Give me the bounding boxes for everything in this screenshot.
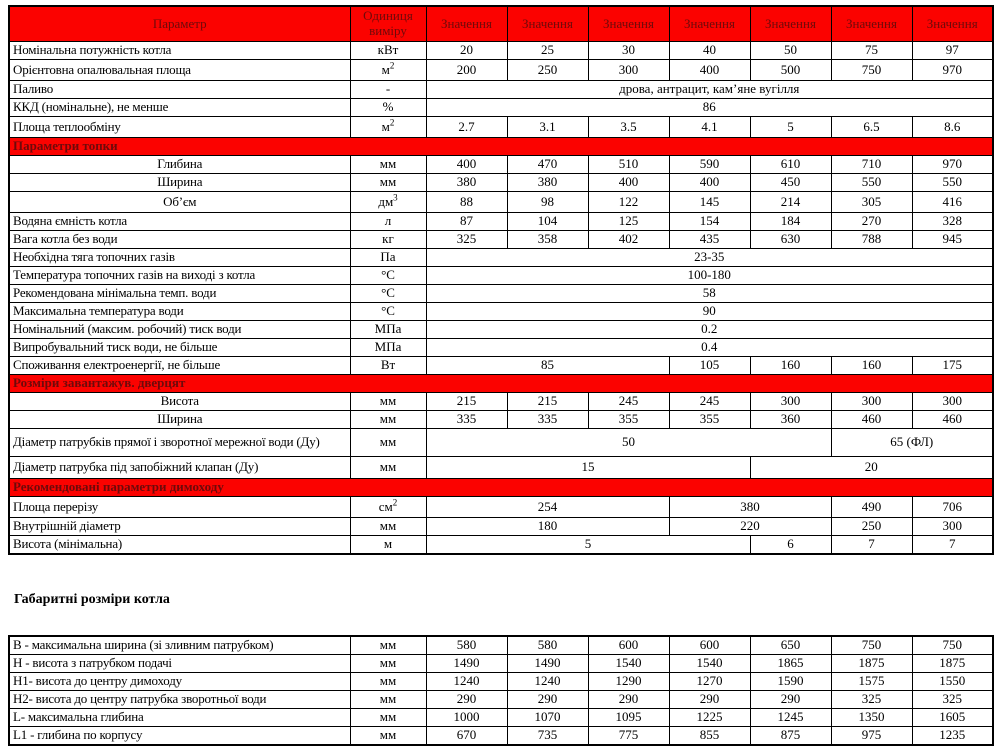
param-cell: H - висота з патрубком подачі (9, 655, 350, 673)
val-cell: 30 (588, 42, 669, 60)
val-cell: 325 (426, 231, 507, 249)
value-header-cell: Значення (912, 6, 993, 42)
val-cell: 270 (831, 213, 912, 231)
val-cell: 470 (507, 156, 588, 174)
val-cell: 380 (426, 174, 507, 192)
val-cell: 200 (426, 60, 507, 81)
param-cell: Висота (9, 393, 350, 411)
val-cell: 245 (588, 393, 669, 411)
val-cell: 630 (750, 231, 831, 249)
val-cell: 1290 (588, 673, 669, 691)
unit-cell: $см^2$ (350, 497, 426, 518)
unit-cell: мм (350, 673, 426, 691)
val-cell: 1605 (912, 709, 993, 727)
val-cell: 97 (912, 42, 993, 60)
val-cell: 180 (426, 518, 669, 536)
unit-cell: Па (350, 249, 426, 267)
table-row (9, 81, 993, 99)
unit-superscript: 2 (389, 60, 395, 71)
val-cell: 125 (588, 213, 669, 231)
val-cell: 6.5 (831, 117, 912, 138)
param-cell: H2- висота до центру патрубка зворотньої води (9, 691, 350, 709)
val-cell: 254 (426, 497, 669, 518)
table-row (9, 691, 993, 709)
val-cell: 290 (426, 691, 507, 709)
val-cell: 5 (750, 117, 831, 138)
val-cell: 85 (426, 357, 669, 375)
unit-cell: $м^2$ (350, 117, 426, 138)
param-cell: Об’єм (9, 192, 350, 213)
unit-cell: мм (350, 156, 426, 174)
val-cell: 650 (750, 636, 831, 655)
val-cell: 580 (426, 636, 507, 655)
unit-cell: °С (350, 303, 426, 321)
param-cell: L1 - глибина по корпусу (9, 727, 350, 746)
val-cell: 65 (ФЛ) (831, 429, 993, 457)
unit-cell: кВт (350, 42, 426, 60)
unit-cell: м (350, 536, 426, 555)
param-cell: Номінальний (максим. робочий) тиск води (9, 321, 350, 339)
val-cell: 360 (750, 411, 831, 429)
param-header-cell: Параметр (9, 6, 350, 42)
val-cell: 250 (507, 60, 588, 81)
table-row (9, 156, 993, 174)
param-cell: Температура топочних газів на виході з котла (9, 267, 350, 285)
val-cell: 460 (912, 411, 993, 429)
val-cell: 104 (507, 213, 588, 231)
val-cell: 550 (831, 174, 912, 192)
val-cell: 300 (912, 393, 993, 411)
header-row (9, 6, 993, 42)
val-cell: 87 (426, 213, 507, 231)
value-header-cell: Значення (588, 6, 669, 42)
val-cell: 875 (750, 727, 831, 746)
param-cell: Паливо (9, 81, 350, 99)
val-cell: 75 (831, 42, 912, 60)
val-cell: 184 (750, 213, 831, 231)
val-cell: 435 (669, 231, 750, 249)
table-row (9, 117, 993, 138)
param-cell: Вага котла без води (9, 231, 350, 249)
unit-cell: $м^2$ (350, 60, 426, 81)
val-cell: 706 (912, 497, 993, 518)
val-cell: 4.1 (669, 117, 750, 138)
val-cell: 580 (507, 636, 588, 655)
val-cell: 510 (588, 156, 669, 174)
val-cell: 290 (750, 691, 831, 709)
table-row (9, 99, 993, 117)
table-row (9, 518, 993, 536)
val-cell: 1590 (750, 673, 831, 691)
val-cell: 58 (426, 285, 993, 303)
val-cell: 1865 (750, 655, 831, 673)
val-cell: 975 (831, 727, 912, 746)
val-cell: 220 (669, 518, 831, 536)
table-row (9, 457, 993, 479)
val-cell: 300 (831, 393, 912, 411)
val-cell: 1225 (669, 709, 750, 727)
table-row (9, 249, 993, 267)
unit-cell: мм (350, 655, 426, 673)
table-row (9, 321, 993, 339)
value-header-cell: Значення (669, 6, 750, 42)
val-cell: 970 (912, 60, 993, 81)
val-cell: 450 (750, 174, 831, 192)
val-cell: 160 (750, 357, 831, 375)
table-row (9, 655, 993, 673)
val-cell: 40 (669, 42, 750, 60)
table-row (9, 192, 993, 213)
val-cell: 175 (912, 357, 993, 375)
section-row (9, 479, 993, 497)
unit-cell: мм (350, 518, 426, 536)
value-header-cell: Значення (831, 6, 912, 42)
val-cell: 290 (588, 691, 669, 709)
param-cell: Випробувальний тиск води, не більше (9, 339, 350, 357)
val-cell: 3.5 (588, 117, 669, 138)
section-cell: Параметри топки (9, 138, 993, 156)
gabarit-heading: Габаритні розміри котла (14, 592, 170, 607)
val-cell: 750 (831, 636, 912, 655)
param-cell: B - максимальна ширина (зі зливним патрубком) (9, 636, 350, 655)
param-cell: Необхідна тяга топочних газів (9, 249, 350, 267)
unit-cell: мм (350, 457, 426, 479)
val-cell: 970 (912, 156, 993, 174)
val-cell: 1095 (588, 709, 669, 727)
param-cell: Площа перерізу (9, 497, 350, 518)
param-cell: Діаметр патрубків прямої і зворотної мережної води (Ду) (9, 429, 350, 457)
param-cell: Площа теплообміну (9, 117, 350, 138)
val-cell: 400 (669, 174, 750, 192)
param-cell: Номінальна потужність котла (9, 42, 350, 60)
val-cell: 855 (669, 727, 750, 746)
table-row (9, 497, 993, 518)
unit-superscript: 3 (393, 192, 398, 203)
table-row (9, 303, 993, 321)
unit-cell: мм (350, 393, 426, 411)
val-cell: 50 (750, 42, 831, 60)
val-cell: 355 (588, 411, 669, 429)
unit-cell: кг (350, 231, 426, 249)
val-cell: 1575 (831, 673, 912, 691)
unit-cell: МПа (350, 321, 426, 339)
param-cell: Рекомендована мінімальна темп. води (9, 285, 350, 303)
val-cell: 20 (426, 42, 507, 60)
val-cell: дрова, антрацит, кам’яне вугілля (426, 81, 993, 99)
table-row (9, 213, 993, 231)
param-cell: Діаметр патрубка під запобіжний клапан (Ду) (9, 457, 350, 479)
param-cell: Внутрішній діаметр (9, 518, 350, 536)
unit-cell: мм (350, 727, 426, 746)
table-row (9, 285, 993, 303)
val-cell: 300 (588, 60, 669, 81)
unit-cell: % (350, 99, 426, 117)
val-cell: 788 (831, 231, 912, 249)
value-header-cell: Значення (507, 6, 588, 42)
table-row (9, 727, 993, 746)
val-cell: 8.6 (912, 117, 993, 138)
val-cell: 735 (507, 727, 588, 746)
unit-cell: мм (350, 411, 426, 429)
param-cell: L- максимальна глибина (9, 709, 350, 727)
unit-cell: °С (350, 267, 426, 285)
val-cell: 600 (588, 636, 669, 655)
param-cell: Орієнтовна опалювальная площа (9, 60, 350, 81)
val-cell: 1240 (426, 673, 507, 691)
table-row (9, 42, 993, 60)
val-cell: 86 (426, 99, 993, 117)
val-cell: 670 (426, 727, 507, 746)
table-row (9, 357, 993, 375)
val-cell: 1540 (588, 655, 669, 673)
val-cell: 90 (426, 303, 993, 321)
val-cell: 100-180 (426, 267, 993, 285)
param-cell: Висота (мінімальна) (9, 536, 350, 555)
param-cell: Максимальна температура води (9, 303, 350, 321)
val-cell: 290 (669, 691, 750, 709)
val-cell: 1000 (426, 709, 507, 727)
unit-cell: - (350, 81, 426, 99)
val-cell: 305 (831, 192, 912, 213)
unit-cell: мм (350, 691, 426, 709)
val-cell: 380 (507, 174, 588, 192)
val-cell: 290 (507, 691, 588, 709)
val-cell: 590 (669, 156, 750, 174)
val-cell: 122 (588, 192, 669, 213)
value-header-cell: Значення (426, 6, 507, 42)
table-row (9, 267, 993, 285)
unit-cell: мм (350, 174, 426, 192)
val-cell: 250 (831, 518, 912, 536)
unit-cell: мм (350, 636, 426, 655)
table-row (9, 673, 993, 691)
val-cell: 1245 (750, 709, 831, 727)
val-cell: 154 (669, 213, 750, 231)
val-cell: 335 (507, 411, 588, 429)
unit-superscript: 2 (389, 117, 395, 128)
val-cell: 750 (912, 636, 993, 655)
val-cell: 50 (426, 429, 831, 457)
val-cell: 750 (831, 60, 912, 81)
val-cell: 500 (750, 60, 831, 81)
val-cell: 160 (831, 357, 912, 375)
val-cell: 105 (669, 357, 750, 375)
param-cell: ККД (номінальне), не менше (9, 99, 350, 117)
val-cell: 325 (912, 691, 993, 709)
val-cell: 7 (912, 536, 993, 555)
unit-cell: мм (350, 429, 426, 457)
val-cell: 328 (912, 213, 993, 231)
unit-header-cell: Одиниця виміру (350, 6, 426, 42)
value-header-cell: Значення (750, 6, 831, 42)
unit-cell: Вт (350, 357, 426, 375)
val-cell: 400 (669, 60, 750, 81)
section-row (9, 138, 993, 156)
val-cell: 358 (507, 231, 588, 249)
val-cell: 402 (588, 231, 669, 249)
param-cell: Глибина (9, 156, 350, 174)
val-cell: 23-35 (426, 249, 993, 267)
val-cell: 300 (750, 393, 831, 411)
val-cell: 1270 (669, 673, 750, 691)
table-row (9, 411, 993, 429)
val-cell: 0.2 (426, 321, 993, 339)
unit-cell: $дм^3$ (350, 192, 426, 213)
val-cell: 1540 (669, 655, 750, 673)
val-cell: 245 (669, 393, 750, 411)
section-cell: Рекомендовані параметри димоходу (9, 479, 993, 497)
val-cell: 775 (588, 727, 669, 746)
section-cell: Розміри завантажув. дверцят (9, 375, 993, 393)
val-cell: 490 (831, 497, 912, 518)
val-cell: 380 (669, 497, 831, 518)
dimensions-table (8, 635, 994, 746)
val-cell: 3.1 (507, 117, 588, 138)
val-cell: 98 (507, 192, 588, 213)
val-cell: 355 (669, 411, 750, 429)
unit-cell: МПа (350, 339, 426, 357)
table-row (9, 60, 993, 81)
val-cell: 20 (750, 457, 993, 479)
val-cell: 215 (426, 393, 507, 411)
val-cell: 416 (912, 192, 993, 213)
unit-cell: мм (350, 709, 426, 727)
val-cell: 1235 (912, 727, 993, 746)
val-cell: 2.7 (426, 117, 507, 138)
val-cell: 710 (831, 156, 912, 174)
section-row (9, 375, 993, 393)
val-cell: 145 (669, 192, 750, 213)
val-cell: 400 (588, 174, 669, 192)
param-cell: Споживання електроенергії, не більше (9, 357, 350, 375)
table-row (9, 636, 993, 655)
val-cell: 1875 (831, 655, 912, 673)
val-cell: 1350 (831, 709, 912, 727)
unit-superscript: 2 (392, 497, 398, 508)
val-cell: 1875 (912, 655, 993, 673)
val-cell: 460 (831, 411, 912, 429)
val-cell: 25 (507, 42, 588, 60)
val-cell: 5 (426, 536, 750, 555)
spec-table (8, 5, 994, 555)
val-cell: 400 (426, 156, 507, 174)
param-cell: H1- висота до центру димоходу (9, 673, 350, 691)
val-cell: 335 (426, 411, 507, 429)
val-cell: 15 (426, 457, 750, 479)
val-cell: 945 (912, 231, 993, 249)
val-cell: 215 (507, 393, 588, 411)
table-row (9, 536, 993, 555)
table-row (9, 709, 993, 727)
val-cell: 6 (750, 536, 831, 555)
val-cell: 0.4 (426, 339, 993, 357)
val-cell: 600 (669, 636, 750, 655)
val-cell: 1070 (507, 709, 588, 727)
table-row (9, 174, 993, 192)
table-row (9, 339, 993, 357)
param-cell: Ширина (9, 174, 350, 192)
unit-cell: л (350, 213, 426, 231)
val-cell: 1490 (507, 655, 588, 673)
table-row (9, 429, 993, 457)
val-cell: 88 (426, 192, 507, 213)
val-cell: 1550 (912, 673, 993, 691)
table-row (9, 231, 993, 249)
val-cell: 300 (912, 518, 993, 536)
table-row (9, 393, 993, 411)
val-cell: 7 (831, 536, 912, 555)
param-cell: Ширина (9, 411, 350, 429)
unit-cell: °С (350, 285, 426, 303)
val-cell: 1490 (426, 655, 507, 673)
val-cell: 214 (750, 192, 831, 213)
val-cell: 610 (750, 156, 831, 174)
val-cell: 550 (912, 174, 993, 192)
val-cell: 1240 (507, 673, 588, 691)
param-cell: Водяна ємність котла (9, 213, 350, 231)
val-cell: 325 (831, 691, 912, 709)
